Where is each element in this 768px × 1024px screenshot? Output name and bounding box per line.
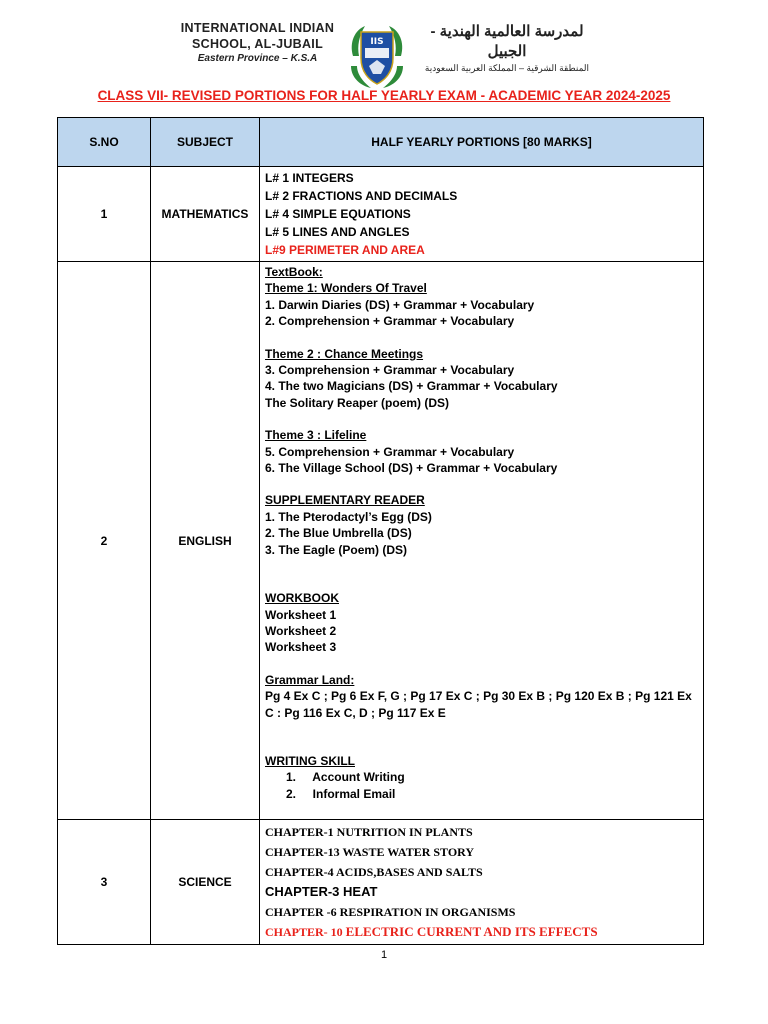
theme3-title: Theme 3 : Lifeline (265, 428, 367, 443)
row-number: 3 (58, 820, 151, 945)
math-revised-line: L#9 PERIMETER AND AREA (265, 243, 425, 257)
list-item: Worksheet 2 (265, 623, 337, 638)
table-row-science (58, 820, 704, 945)
list-item: 1. Account Writing (286, 770, 405, 785)
writing-title: WRITING SKILL (265, 753, 355, 768)
school-name-english (170, 20, 345, 66)
list-item: Worksheet 3 (265, 640, 337, 655)
math-line: L# 4 SIMPLE EQUATIONS (265, 207, 411, 221)
row-subject: MATHEMATICS (151, 167, 260, 262)
list-item: 5. Comprehension + Grammar + Vocabulary (265, 444, 515, 459)
document-title: CLASS VII- REVISED PORTIONS FOR HALF YEARLY EXAM - ACADEMIC YEAR 2024-2025 (97, 88, 671, 103)
science-line: CHAPTER-13 WASTE WATER STORY (265, 845, 475, 859)
header-subject: SUBJECT (151, 118, 260, 167)
crest-text: IIS (370, 37, 384, 47)
arabic-name-line2: المنطقة الشرقية – المملكة العربية السعودية (424, 63, 590, 73)
workbook-title: WORKBOOK (265, 591, 339, 606)
math-line: L# 5 LINES AND ANGLES (265, 225, 410, 239)
list-item: Worksheet 1 (265, 607, 337, 622)
row-subject: ENGLISH (151, 262, 260, 820)
school-location: Eastern Province – K.S.A (197, 53, 318, 64)
revised-chapter-number: CHAPTER- 10 (265, 925, 346, 939)
row-subject: SCIENCE (151, 820, 260, 945)
science-line: CHAPTER -6 RESPIRATION IN ORGANISMS (265, 905, 516, 919)
list-item: 1. Darwin Diaries (DS) + Grammar + Vocabulary (265, 297, 535, 312)
table-row-english (58, 262, 704, 820)
arabic-name-line1: لمدرسة العالمية الهندية - الجبيل (430, 23, 584, 60)
header-portions: HALF YEARLY PORTIONS [80 MARKS] (260, 118, 704, 167)
science-line: CHAPTER-3 HEAT (265, 884, 378, 899)
textbook-label: TextBook: (265, 265, 323, 279)
portions-table (57, 117, 704, 945)
science-revised-line (265, 922, 697, 942)
list-item: 2. Comprehension + Grammar + Vocabulary (265, 314, 515, 329)
science-line: CHAPTER-1 NUTRITION IN PLANTS (265, 825, 473, 839)
list-item: The Solitary Reaper (poem) (DS) (265, 395, 450, 410)
school-name-line1: INTERNATIONAL INDIAN (180, 21, 335, 35)
math-line: L# 1 INTEGERS (265, 171, 354, 185)
list-item: 6. The Village School (DS) + Grammar + Vocabulary (265, 461, 558, 476)
list-item: 2. The Blue Umbrella (DS) (265, 526, 412, 541)
science-portions (260, 820, 704, 945)
letterhead (0, 14, 768, 86)
math-portions (260, 167, 704, 262)
theme1-title: Theme 1: Wonders Of Travel (265, 281, 427, 296)
page-number: 1 (380, 949, 388, 961)
table-header-row (58, 118, 704, 167)
list-item: 3. The Eagle (Poem) (DS) (265, 542, 408, 557)
school-crest-icon (345, 22, 409, 90)
school-name-arabic (412, 22, 602, 74)
grammar-text: Pg 4 Ex C ; Pg 6 Ex F, G ; Pg 17 Ex C ; Pg 30 Ex B ; Pg 120 Ex B ; Pg 121 Ex C : Pg 116 Ex C, D ; Pg 117 Ex E (265, 689, 692, 720)
supplementary-title: SUPPLEMENTARY READER (265, 493, 425, 508)
revised-chapter-title: ELECTRIC CURRENT AND ITS EFFECTS (345, 924, 598, 939)
english-portions (260, 262, 704, 820)
header-sno: S.NO (58, 118, 151, 167)
row-number: 1 (58, 167, 151, 262)
list-item: 4. The two Magicians (DS) + Grammar + Vocabulary (265, 379, 558, 394)
list-item: 2. Informal Email (286, 786, 396, 801)
table-row-mathematics (58, 167, 704, 262)
school-name-line2: SCHOOL, AL-JUBAIL (191, 37, 324, 51)
row-number: 2 (58, 262, 151, 820)
math-line: L# 2 FRACTIONS AND DECIMALS (265, 189, 458, 203)
list-item: 3. Comprehension + Grammar + Vocabulary (265, 363, 515, 378)
grammar-title: Grammar Land: (265, 672, 355, 687)
theme2-title: Theme 2 : Chance Meetings (265, 346, 424, 361)
list-item: 1. The Pterodactyl’s Egg (DS) (265, 509, 432, 524)
science-line: CHAPTER-4 ACIDS,BASES AND SALTS (265, 865, 483, 879)
